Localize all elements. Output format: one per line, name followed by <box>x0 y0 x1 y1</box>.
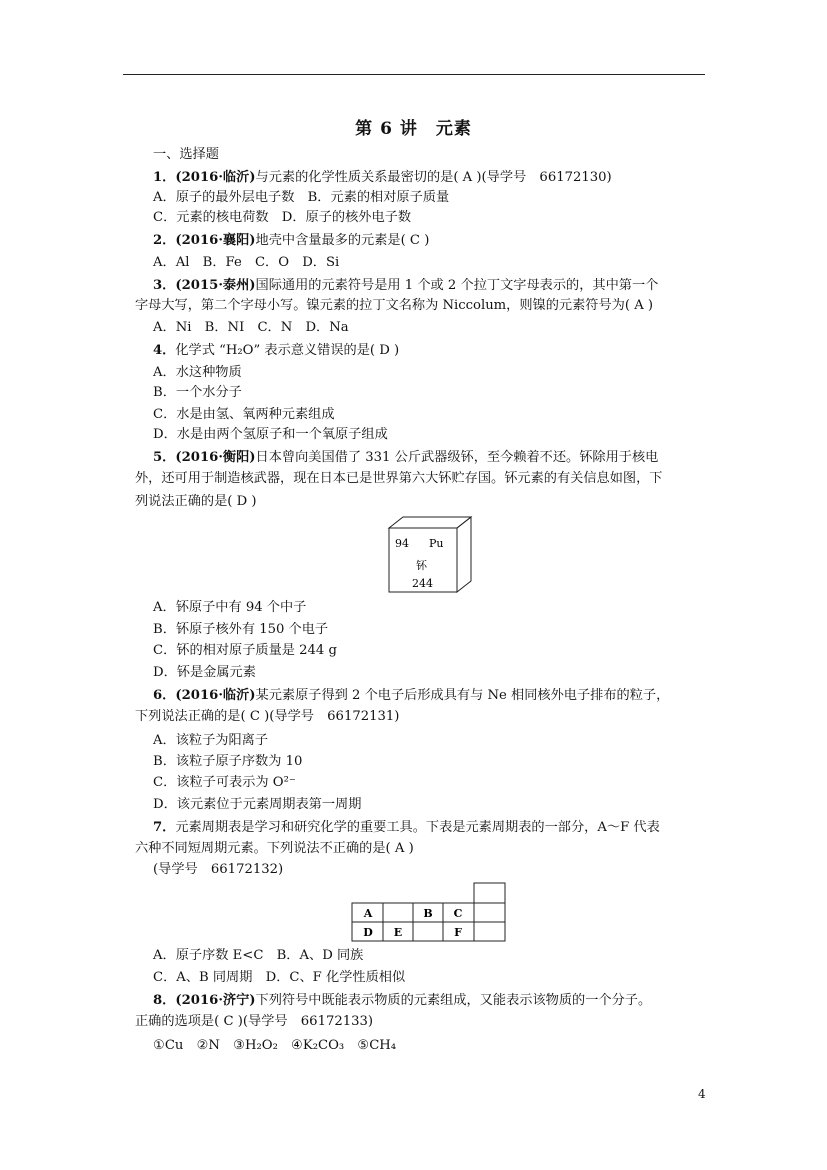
question-number: 6． <box>153 688 176 703</box>
line-text: A．钚原子中有 94 个中子 <box>153 600 307 615</box>
text-line <box>153 773 296 792</box>
element-symbol: Pu <box>429 537 444 550</box>
text-line <box>153 818 660 837</box>
text-line <box>153 1036 396 1055</box>
line-text: A．原子序数 E<C B．A、D 同族 <box>153 948 364 963</box>
line-text: D．钚是金属元素 <box>153 665 256 680</box>
text-line <box>153 276 658 295</box>
table-cell-f: F <box>454 926 462 939</box>
line-text: 列说法正确的是( D ) <box>135 494 257 509</box>
text-line <box>153 598 306 617</box>
line-text: A．该粒子为阳离子 <box>153 733 269 748</box>
line-text: 与元素的化学性质关系最密切的是( A )(导学号 66172130) <box>255 170 612 185</box>
element-atomic-number: 94 <box>395 537 409 550</box>
question-source: (2015·泰州) <box>175 278 256 293</box>
question-number: 5． <box>153 450 176 465</box>
line-text: 字母大写，第二个字母小写。镍元素的拉丁文名称为 Niccolum，则镍的元素符号为( A ) <box>135 298 654 313</box>
text-line <box>135 492 257 511</box>
text-line <box>153 425 388 444</box>
line-text: C．A、B 同周期 D．C、F 化学性质相似 <box>153 970 406 985</box>
text-line <box>153 383 242 402</box>
line-text: 一、选择题 <box>153 147 219 162</box>
table-cell-a: A <box>363 907 373 920</box>
question-number: 2． <box>153 233 176 248</box>
question-number: 3． <box>153 278 176 293</box>
table-cell-b: B <box>423 907 433 920</box>
line-text: A．Al B．Fe C．O D．Si <box>153 255 340 270</box>
line-text: D．该元素位于元素周期表第一周期 <box>153 797 362 812</box>
text-line <box>153 188 449 207</box>
question-number: 8． <box>153 993 176 1008</box>
text-line <box>153 731 268 750</box>
header-rule <box>123 74 705 75</box>
line-text: 六种不同短周期元素。下列说法不正确的是( A ) <box>135 841 414 856</box>
line-text: 正确的选项是( C )(导学号 66172133) <box>135 1014 374 1029</box>
text-line <box>153 641 337 660</box>
text-line <box>153 208 411 227</box>
page-title: 第 6 讲 元素 <box>355 119 472 139</box>
text-line <box>135 469 663 488</box>
question-source: (2016·临沂) <box>175 688 256 703</box>
text-line <box>135 1012 373 1031</box>
question-source: (2016·济宁) <box>175 993 256 1008</box>
line-text: C．该粒子可表示为 O²⁻ <box>153 775 296 790</box>
text-line <box>153 363 242 382</box>
line-text: C．水是由氢、氧两种元素组成 <box>153 407 335 422</box>
line-text: D．水是由两个氢原子和一个氧原子组成 <box>153 427 388 442</box>
line-text: B．该粒子原子序数为 10 <box>153 754 303 769</box>
text-line <box>153 341 399 360</box>
line-text: A．Ni B．NI C．N D．Na <box>153 320 349 335</box>
line-text: 化学式 “H₂O” 表示意义错误的是( D ) <box>175 343 400 358</box>
line-text: B．钚原子核外有 150 个电子 <box>153 622 329 637</box>
table-cell-c: C <box>453 907 463 920</box>
line-text: A．原子的最外层电子数 B．元素的相对原子质量 <box>153 190 450 205</box>
element-card-figure <box>385 514 475 596</box>
line-text: 日本曾向美国借了 331 公斤武器级钚，至今赖着不还。钚除用于核电 <box>255 450 659 465</box>
text-line <box>153 168 612 187</box>
text-line <box>153 752 302 771</box>
text-line <box>153 968 405 987</box>
text-line <box>153 318 349 337</box>
element-name: 钚 <box>416 559 427 572</box>
line-text: 某元素原子得到 2 个电子后形成具有与 Ne 相同核外电子排布的粒子， <box>255 688 670 703</box>
text-line <box>135 707 399 726</box>
text-line <box>153 663 256 682</box>
line-text: B．一个水分子 <box>153 385 242 400</box>
text-line <box>153 448 658 467</box>
text-line <box>153 686 669 705</box>
page-number: 4 <box>698 1087 706 1101</box>
text-line <box>135 839 414 858</box>
text-line <box>153 231 429 250</box>
line-text: ①Cu ②N ③H₂O₂ ④K₂CO₃ ⑤CH₄ <box>153 1038 397 1053</box>
line-text: A．水这种物质 <box>153 365 242 380</box>
line-text: 地壳中含量最多的元素是( C ) <box>255 233 430 248</box>
line-text: 国际通用的元素符号是用 1 个或 2 个拉丁文字母表示的，其中第一个 <box>255 278 659 293</box>
question-source: (2016·临沂) <box>175 170 256 185</box>
text-line <box>153 991 651 1010</box>
line-text: 下列说法正确的是( C )(导学号 66172131) <box>135 709 400 724</box>
text-line <box>153 795 361 814</box>
line-text: (导学号 66172132) <box>153 862 284 877</box>
text-line <box>153 145 219 164</box>
line-text: 元素周期表是学习和研究化学的重要工具。下表是元素周期表的一部分，A～F 代表 <box>175 820 660 835</box>
periodic-table-figure <box>351 882 507 943</box>
question-number: 7． <box>153 820 176 835</box>
question-source: (2016·衡阳) <box>175 450 256 465</box>
table-cell-d: D <box>363 926 373 939</box>
line-text: C．钚的相对原子质量是 244 g <box>153 643 337 658</box>
text-line <box>153 946 363 965</box>
text-line <box>153 253 339 272</box>
question-number: 1． <box>153 170 176 185</box>
line-text: 外，还可用于制造核武器，现在日本已是世界第六大钚贮存国。钚元素的有关信息如图，下 <box>135 471 663 486</box>
text-line <box>153 405 335 424</box>
text-line <box>153 620 328 639</box>
question-source: (2016·襄阳) <box>175 233 256 248</box>
question-number: 4． <box>153 343 176 358</box>
text-line <box>135 296 653 315</box>
line-text: 下列符号中既能表示物质的元素组成，又能表示该物质的一个分子。 <box>255 993 652 1008</box>
element-mass: 244 <box>412 577 433 590</box>
text-line <box>153 860 283 879</box>
line-text: C．元素的核电荷数 D．原子的核外电子数 <box>153 210 412 225</box>
table-cell-e: E <box>393 926 403 939</box>
